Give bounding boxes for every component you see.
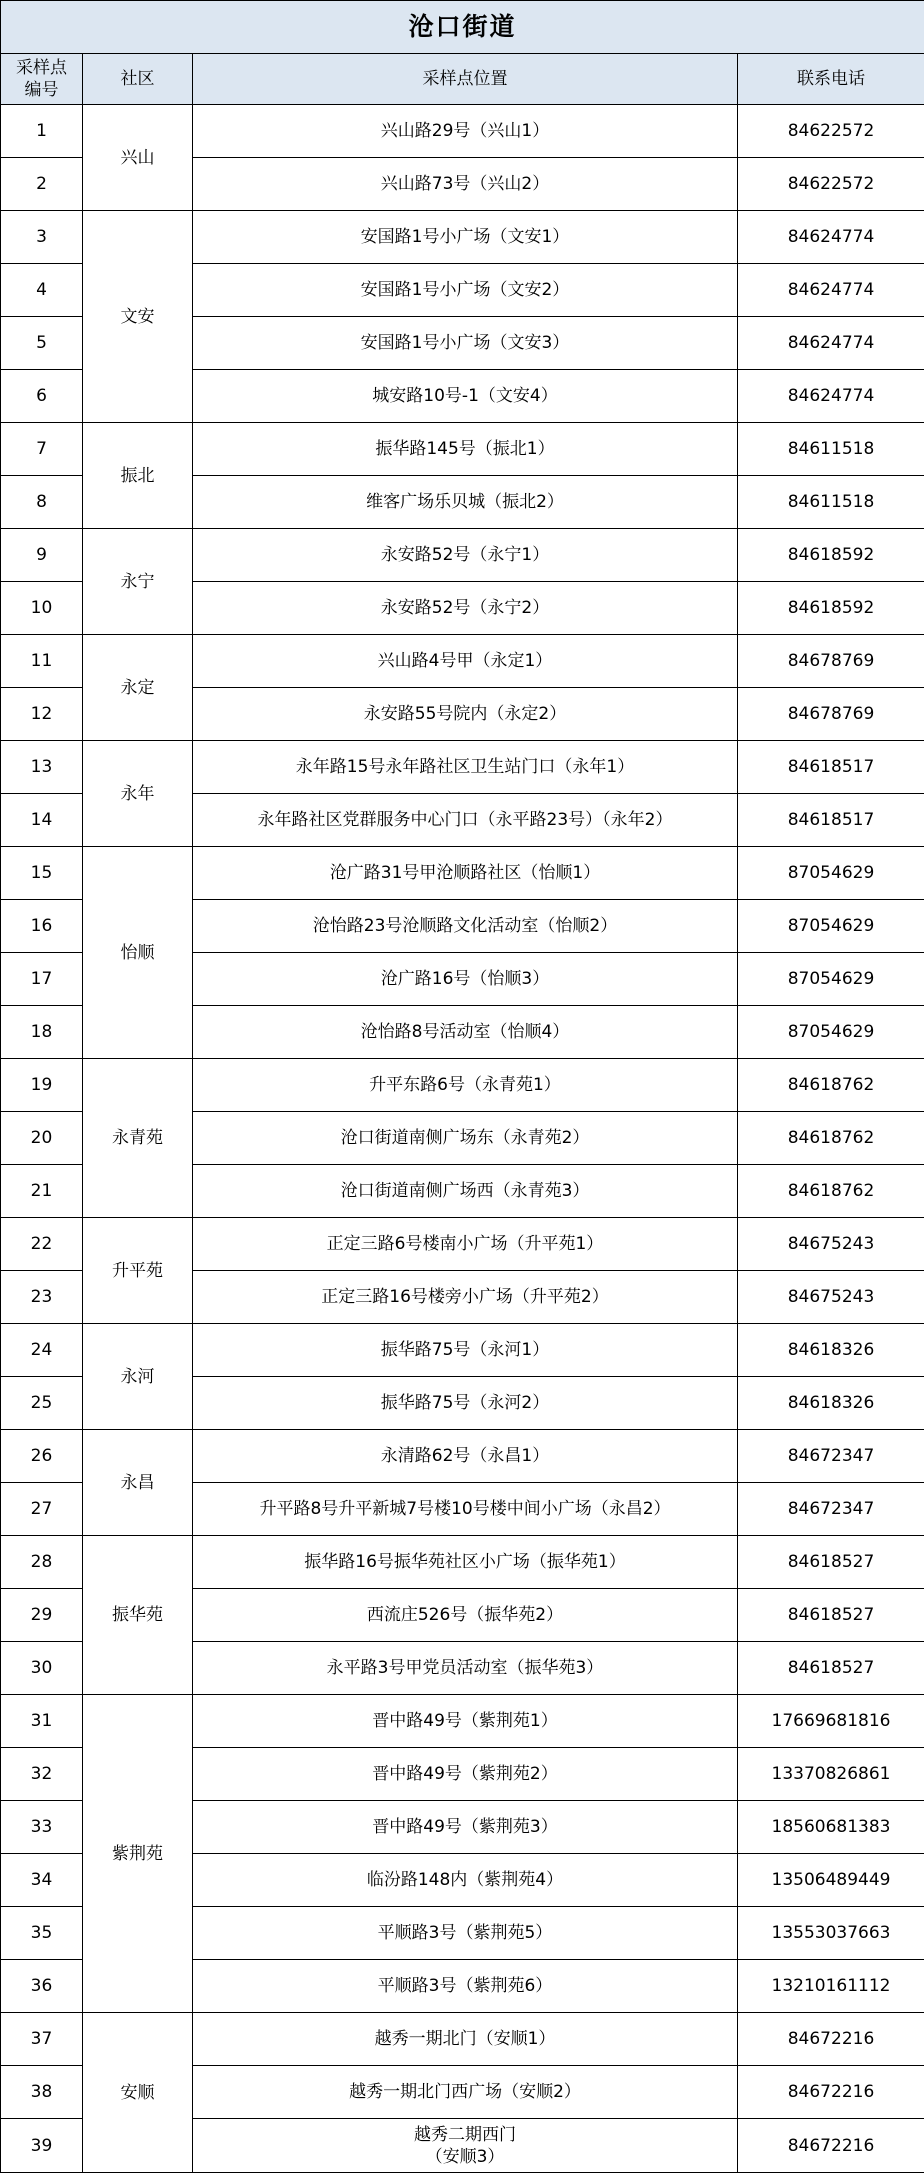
site-id-cell: 5 [1,317,83,370]
phone-cell: 84672347 [738,1483,924,1536]
phone-cell: 84611518 [738,423,924,476]
site-id-cell: 32 [1,1748,83,1801]
header-community: 社区 [83,54,193,105]
phone-cell: 17669681816 [738,1695,924,1748]
community-cell: 振华苑 [83,1536,193,1695]
phone-cell: 84618762 [738,1112,924,1165]
site-id-cell: 9 [1,529,83,582]
table-row [1,1695,924,1748]
location-cell: 正定三路16号楼旁小广场（升平苑2） [193,1271,738,1324]
location-cell: 沧怡路8号活动室（怡顺4） [193,1006,738,1059]
phone-cell: 84618527 [738,1642,924,1695]
phone-cell: 84675243 [738,1218,924,1271]
phone-cell: 84618517 [738,794,924,847]
phone-cell: 84678769 [738,635,924,688]
location-cell: 永年路15号永年路社区卫生站门口（永年1） [193,741,738,794]
site-id-cell: 34 [1,1854,83,1907]
site-id-cell: 30 [1,1642,83,1695]
site-id-cell: 38 [1,2066,83,2119]
location-cell: 西流庄526号（振华苑2） [193,1589,738,1642]
location-cell: 城安路10号-1（文安4） [193,370,738,423]
table-row [1,635,924,688]
phone-cell: 84672216 [738,2066,924,2119]
table-row [1,1430,924,1483]
site-id-cell: 16 [1,900,83,953]
header-site-id-line2: 编号 [24,80,59,100]
table-row [1,1324,924,1377]
site-id-cell: 22 [1,1218,83,1271]
site-id-cell: 24 [1,1324,83,1377]
phone-cell: 84672216 [738,2119,924,2173]
site-id-cell: 15 [1,847,83,900]
table-row [1,1218,924,1271]
location-cell: 永清路62号（永昌1） [193,1430,738,1483]
phone-cell: 84618762 [738,1165,924,1218]
location-cell: 沧广路31号甲沧顺路社区（怡顺1） [193,847,738,900]
location-cell: 平顺路3号（紫荆苑5） [193,1907,738,1960]
header-site-id-line1: 采样点 [16,58,67,78]
location-cell: 永年路社区党群服务中心门口（永平路23号）（永年2） [193,794,738,847]
location-cell: 沧口街道南侧广场西（永青苑3） [193,1165,738,1218]
site-id-cell: 35 [1,1907,83,1960]
table-body [1,105,924,2173]
location-cell: 沧口街道南侧广场东（永青苑2） [193,1112,738,1165]
phone-cell: 87054629 [738,953,924,1006]
phone-cell: 84611518 [738,476,924,529]
community-cell: 紫荆苑 [83,1695,193,2013]
table-row [1,2013,924,2066]
site-id-cell: 11 [1,635,83,688]
location-cell [193,2119,738,2173]
phone-cell: 13370826861 [738,1748,924,1801]
location-line-2: （安顺3） [425,2146,505,2167]
location-cell: 越秀一期北门（安顺1） [193,2013,738,2066]
location-cell: 永安路55号院内（永定2） [193,688,738,741]
phone-cell: 84618762 [738,1059,924,1112]
community-cell: 升平苑 [83,1218,193,1324]
location-cell: 兴山路4号甲（永定1） [193,635,738,688]
phone-cell: 84624774 [738,264,924,317]
location-cell: 晋中路49号（紫荆苑1） [193,1695,738,1748]
site-id-cell: 17 [1,953,83,1006]
site-id-cell: 28 [1,1536,83,1589]
phone-cell: 84618527 [738,1536,924,1589]
location-cell: 振华路145号（振北1） [193,423,738,476]
phone-cell: 87054629 [738,847,924,900]
phone-cell: 84678769 [738,688,924,741]
community-cell: 文安 [83,211,193,423]
location-cell: 永安路52号（永宁1） [193,529,738,582]
site-id-cell: 23 [1,1271,83,1324]
community-cell: 安顺 [83,2013,193,2173]
site-id-cell: 2 [1,158,83,211]
site-id-cell: 31 [1,1695,83,1748]
community-cell: 永宁 [83,529,193,635]
table-row [1,211,924,264]
phone-cell: 84622572 [738,105,924,158]
phone-cell: 84675243 [738,1271,924,1324]
site-id-cell: 37 [1,2013,83,2066]
site-id-cell: 3 [1,211,83,264]
location-cell: 振华路75号（永河2） [193,1377,738,1430]
site-id-cell: 21 [1,1165,83,1218]
table-row [1,529,924,582]
site-id-cell: 19 [1,1059,83,1112]
site-id-cell: 27 [1,1483,83,1536]
phone-cell: 84618592 [738,529,924,582]
community-cell: 永青苑 [83,1059,193,1218]
phone-cell: 18560681383 [738,1801,924,1854]
site-id-cell: 6 [1,370,83,423]
site-id-cell: 29 [1,1589,83,1642]
location-cell: 维客广场乐贝城（振北2） [193,476,738,529]
phone-cell: 87054629 [738,900,924,953]
table-row [1,1059,924,1112]
phone-cell: 84622572 [738,158,924,211]
community-cell: 永定 [83,635,193,741]
site-id-cell: 25 [1,1377,83,1430]
table-title: 沧口街道 [1,1,924,54]
site-id-cell: 10 [1,582,83,635]
phone-cell: 84618517 [738,741,924,794]
location-cell: 临汾路148内（紫荆苑4） [193,1854,738,1907]
header-site-id [1,54,83,105]
site-id-cell: 26 [1,1430,83,1483]
location-cell: 永安路52号（永宁2） [193,582,738,635]
phone-cell: 87054629 [738,1006,924,1059]
site-id-cell: 13 [1,741,83,794]
location-cell: 振华路16号振华苑社区小广场（振华苑1） [193,1536,738,1589]
location-line-1: 越秀二期西门 [414,2124,516,2145]
community-cell: 振北 [83,423,193,529]
phone-cell: 13506489449 [738,1854,924,1907]
phone-cell: 84624774 [738,317,924,370]
site-id-cell: 4 [1,264,83,317]
header-phone: 联系电话 [738,54,924,105]
location-cell: 越秀一期北门西广场（安顺2） [193,2066,738,2119]
phone-cell: 84672347 [738,1430,924,1483]
phone-cell: 84672216 [738,2013,924,2066]
site-id-cell: 14 [1,794,83,847]
site-id-cell: 39 [1,2119,83,2173]
site-id-cell: 20 [1,1112,83,1165]
location-cell: 安国路1号小广场（文安1） [193,211,738,264]
community-cell: 怡顺 [83,847,193,1059]
phone-cell: 84618326 [738,1324,924,1377]
community-cell: 永昌 [83,1430,193,1536]
site-id-cell: 12 [1,688,83,741]
location-cell: 晋中路49号（紫荆苑2） [193,1748,738,1801]
phone-cell: 13553037663 [738,1907,924,1960]
location-cell: 正定三路6号楼南小广场（升平苑1） [193,1218,738,1271]
community-cell: 永年 [83,741,193,847]
phone-cell: 13210161112 [738,1960,924,2013]
site-id-cell: 18 [1,1006,83,1059]
table-row [1,741,924,794]
table-row [1,1536,924,1589]
site-id-cell: 8 [1,476,83,529]
phone-cell: 84618592 [738,582,924,635]
location-cell: 兴山路73号（兴山2） [193,158,738,211]
phone-cell: 84624774 [738,370,924,423]
location-cell: 永平路3号甲党员活动室（振华苑3） [193,1642,738,1695]
location-cell: 沧怡路23号沧顺路文化活动室（怡顺2） [193,900,738,953]
community-cell: 兴山 [83,105,193,211]
site-id-cell: 36 [1,1960,83,2013]
location-cell: 安国路1号小广场（文安3） [193,317,738,370]
location-cell: 沧广路16号（怡顺3） [193,953,738,1006]
location-cell: 升平路8号升平新城7号楼10号楼中间小广场（永昌2） [193,1483,738,1536]
phone-cell: 84618326 [738,1377,924,1430]
header-location: 采样点位置 [193,54,738,105]
table-row [1,847,924,900]
location-cell: 兴山路29号（兴山1） [193,105,738,158]
site-id-cell: 1 [1,105,83,158]
location-cell: 平顺路3号（紫荆苑6） [193,1960,738,2013]
site-id-cell: 33 [1,1801,83,1854]
phone-cell: 84624774 [738,211,924,264]
location-cell: 晋中路49号（紫荆苑3） [193,1801,738,1854]
location-cell: 升平东路6号（永青苑1） [193,1059,738,1112]
location-cell: 安国路1号小广场（文安2） [193,264,738,317]
table-row [1,423,924,476]
table-row [1,105,924,158]
phone-cell: 84618527 [738,1589,924,1642]
community-cell: 永河 [83,1324,193,1430]
location-cell: 振华路75号（永河1） [193,1324,738,1377]
site-id-cell: 7 [1,423,83,476]
